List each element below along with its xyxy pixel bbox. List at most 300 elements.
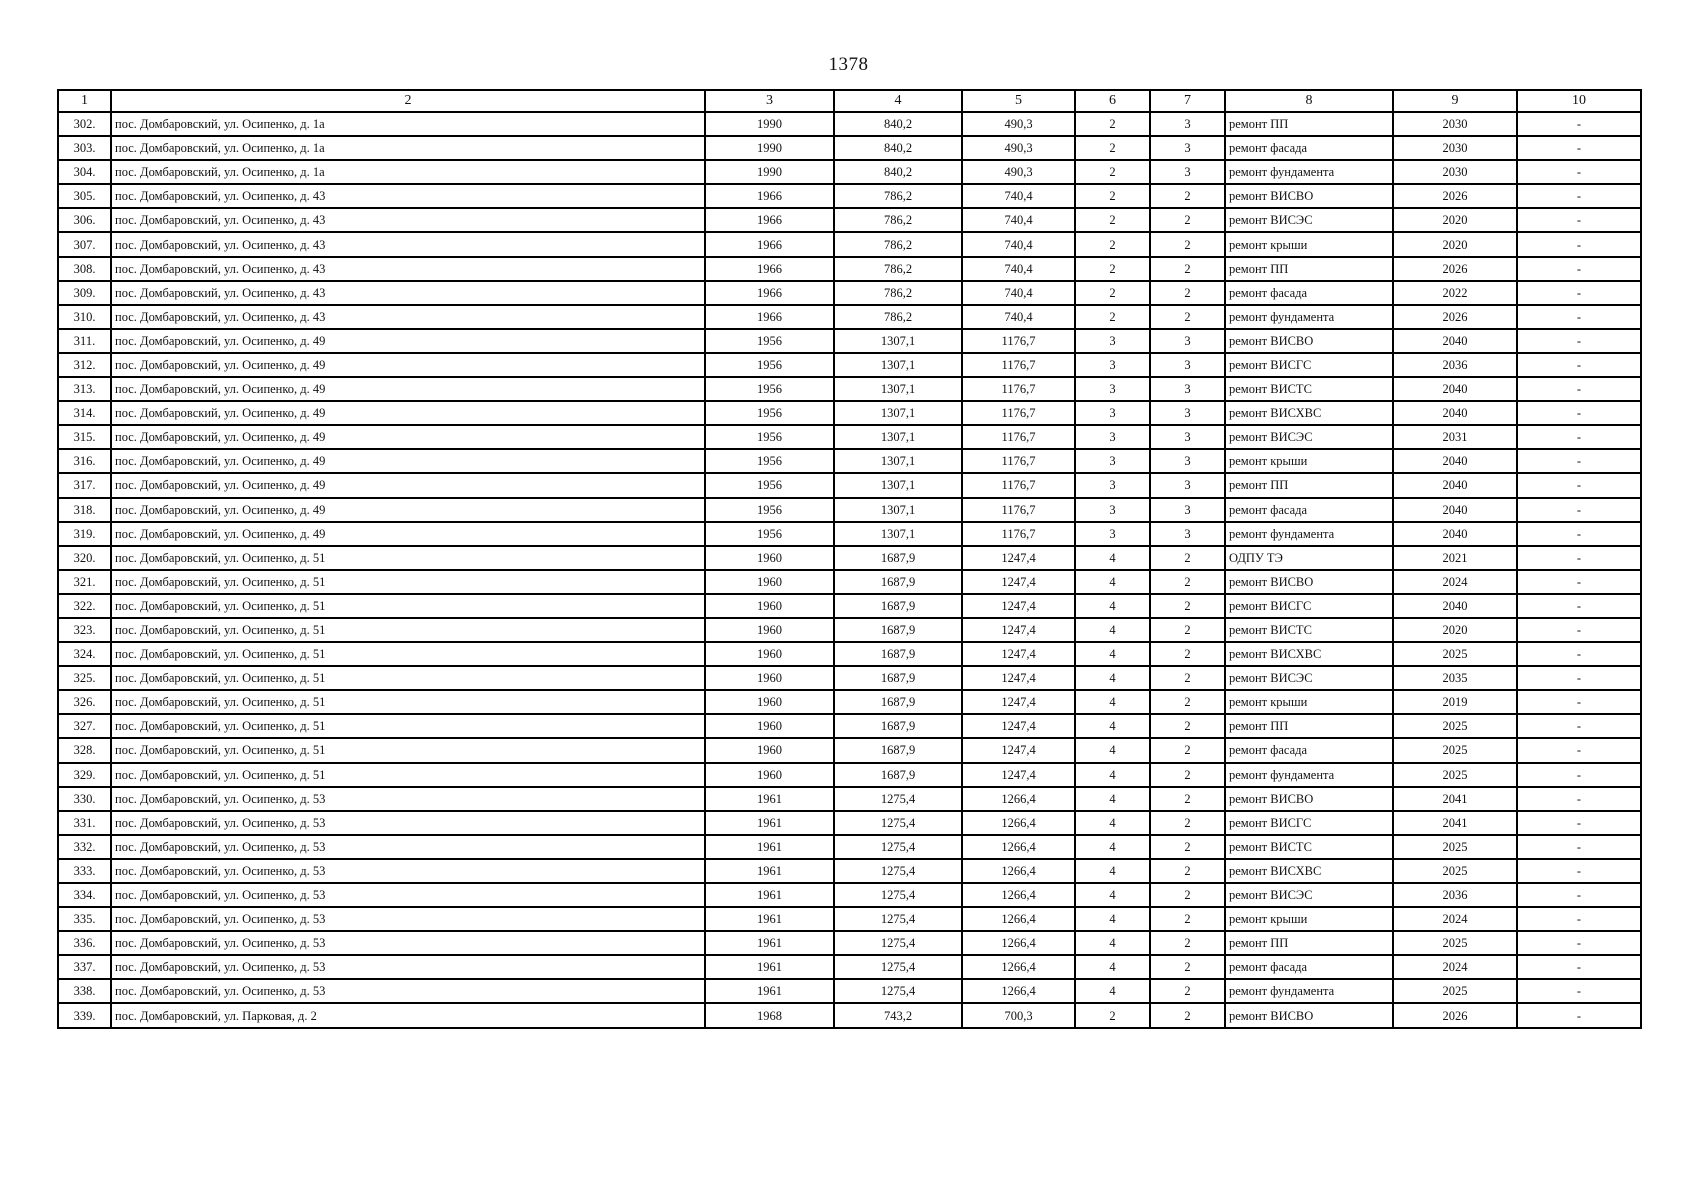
floor-count-cell: 2 [1075, 257, 1150, 281]
column-header: 1 [58, 90, 111, 112]
address-cell: пос. Домбаровский, ул. Осипенко, д. 49 [111, 353, 705, 377]
address-cell: пос. Домбаровский, ул. Осипенко, д. 49 [111, 449, 705, 473]
note-cell: - [1517, 160, 1641, 184]
floor-count-cell: 3 [1075, 329, 1150, 353]
address-cell: пос. Домбаровский, ул. Осипенко, д. 51 [111, 714, 705, 738]
work-type-cell: ремонт ПП [1225, 112, 1393, 136]
row-number-cell: 330. [58, 787, 111, 811]
planned-year-cell: 2025 [1393, 931, 1517, 955]
table-row [58, 594, 1641, 618]
living-area-cell: 490,3 [962, 136, 1075, 160]
repair-schedule-table [57, 89, 1642, 1029]
address-cell: пос. Домбаровский, ул. Осипенко, д. 53 [111, 907, 705, 931]
work-type-cell: ремонт крыши [1225, 907, 1393, 931]
planned-year-cell: 2040 [1393, 329, 1517, 353]
planned-year-cell: 2035 [1393, 666, 1517, 690]
note-cell: - [1517, 738, 1641, 762]
address-cell: пос. Домбаровский, ул. Осипенко, д. 1а [111, 112, 705, 136]
note-cell: - [1517, 449, 1641, 473]
entrance-count-cell: 3 [1150, 136, 1225, 160]
floor-count-cell: 2 [1075, 112, 1150, 136]
build-year-cell: 1966 [705, 208, 834, 232]
row-number-cell: 305. [58, 184, 111, 208]
entrance-count-cell: 2 [1150, 618, 1225, 642]
planned-year-cell: 2019 [1393, 690, 1517, 714]
row-number-cell: 303. [58, 136, 111, 160]
work-type-cell: ремонт ВИСВО [1225, 329, 1393, 353]
planned-year-cell: 2026 [1393, 1003, 1517, 1027]
table-row [58, 353, 1641, 377]
planned-year-cell: 2020 [1393, 618, 1517, 642]
address-cell: пос. Домбаровский, ул. Осипенко, д. 43 [111, 232, 705, 256]
total-area-cell: 1687,9 [834, 666, 962, 690]
entrance-count-cell: 2 [1150, 281, 1225, 305]
work-type-cell: ремонт ВИСХВС [1225, 859, 1393, 883]
floor-count-cell: 4 [1075, 787, 1150, 811]
build-year-cell: 1956 [705, 522, 834, 546]
living-area-cell: 700,3 [962, 1003, 1075, 1027]
planned-year-cell: 2031 [1393, 425, 1517, 449]
table-row [58, 112, 1641, 136]
living-area-cell: 1247,4 [962, 666, 1075, 690]
build-year-cell: 1956 [705, 329, 834, 353]
floor-count-cell: 2 [1075, 1003, 1150, 1027]
address-cell: пос. Домбаровский, ул. Осипенко, д. 53 [111, 931, 705, 955]
work-type-cell: ОДПУ ТЭ [1225, 546, 1393, 570]
table-row [58, 666, 1641, 690]
note-cell: - [1517, 811, 1641, 835]
living-area-cell: 1266,4 [962, 907, 1075, 931]
entrance-count-cell: 2 [1150, 931, 1225, 955]
note-cell: - [1517, 859, 1641, 883]
living-area-cell: 1176,7 [962, 449, 1075, 473]
entrance-count-cell: 3 [1150, 160, 1225, 184]
work-type-cell: ремонт ПП [1225, 257, 1393, 281]
build-year-cell: 1960 [705, 618, 834, 642]
living-area-cell: 1266,4 [962, 883, 1075, 907]
build-year-cell: 1966 [705, 184, 834, 208]
build-year-cell: 1956 [705, 401, 834, 425]
living-area-cell: 1247,4 [962, 763, 1075, 787]
note-cell: - [1517, 835, 1641, 859]
table-row [58, 473, 1641, 497]
build-year-cell: 1961 [705, 835, 834, 859]
build-year-cell: 1966 [705, 257, 834, 281]
entrance-count-cell: 3 [1150, 353, 1225, 377]
planned-year-cell: 2025 [1393, 738, 1517, 762]
entrance-count-cell: 2 [1150, 690, 1225, 714]
note-cell: - [1517, 594, 1641, 618]
total-area-cell: 786,2 [834, 208, 962, 232]
note-cell: - [1517, 907, 1641, 931]
planned-year-cell: 2026 [1393, 305, 1517, 329]
entrance-count-cell: 2 [1150, 666, 1225, 690]
note-cell: - [1517, 377, 1641, 401]
entrance-count-cell: 2 [1150, 955, 1225, 979]
work-type-cell: ремонт фасада [1225, 955, 1393, 979]
entrance-count-cell: 2 [1150, 979, 1225, 1003]
total-area-cell: 1307,1 [834, 449, 962, 473]
work-type-cell: ремонт ВИСВО [1225, 570, 1393, 594]
total-area-cell: 1687,9 [834, 546, 962, 570]
address-cell: пос. Домбаровский, ул. Осипенко, д. 49 [111, 329, 705, 353]
total-area-cell: 1687,9 [834, 714, 962, 738]
note-cell: - [1517, 1003, 1641, 1027]
build-year-cell: 1966 [705, 305, 834, 329]
planned-year-cell: 2022 [1393, 281, 1517, 305]
table-body [58, 112, 1641, 1028]
address-cell: пос. Домбаровский, ул. Парковая, д. 2 [111, 1003, 705, 1027]
planned-year-cell: 2025 [1393, 714, 1517, 738]
build-year-cell: 1960 [705, 714, 834, 738]
entrance-count-cell: 3 [1150, 498, 1225, 522]
build-year-cell: 1960 [705, 690, 834, 714]
address-cell: пос. Домбаровский, ул. Осипенко, д. 53 [111, 835, 705, 859]
table-row [58, 931, 1641, 955]
living-area-cell: 1247,4 [962, 690, 1075, 714]
build-year-cell: 1960 [705, 546, 834, 570]
total-area-cell: 786,2 [834, 281, 962, 305]
living-area-cell: 1176,7 [962, 377, 1075, 401]
entrance-count-cell: 3 [1150, 401, 1225, 425]
total-area-cell: 1687,9 [834, 594, 962, 618]
planned-year-cell: 2041 [1393, 811, 1517, 835]
build-year-cell: 1990 [705, 136, 834, 160]
address-cell: пос. Домбаровский, ул. Осипенко, д. 51 [111, 546, 705, 570]
total-area-cell: 786,2 [834, 184, 962, 208]
entrance-count-cell: 2 [1150, 642, 1225, 666]
planned-year-cell: 2024 [1393, 907, 1517, 931]
planned-year-cell: 2040 [1393, 594, 1517, 618]
floor-count-cell: 3 [1075, 473, 1150, 497]
floor-count-cell: 4 [1075, 546, 1150, 570]
address-cell: пос. Домбаровский, ул. Осипенко, д. 43 [111, 208, 705, 232]
address-cell: пос. Домбаровский, ул. Осипенко, д. 53 [111, 811, 705, 835]
work-type-cell: ремонт фасада [1225, 281, 1393, 305]
planned-year-cell: 2025 [1393, 979, 1517, 1003]
table-row [58, 136, 1641, 160]
address-cell: пос. Домбаровский, ул. Осипенко, д. 49 [111, 522, 705, 546]
column-header: 7 [1150, 90, 1225, 112]
planned-year-cell: 2040 [1393, 473, 1517, 497]
address-cell: пос. Домбаровский, ул. Осипенко, д. 51 [111, 642, 705, 666]
living-area-cell: 1266,4 [962, 811, 1075, 835]
row-number-cell: 336. [58, 931, 111, 955]
planned-year-cell: 2025 [1393, 859, 1517, 883]
living-area-cell: 1176,7 [962, 498, 1075, 522]
build-year-cell: 1960 [705, 642, 834, 666]
total-area-cell: 1275,4 [834, 955, 962, 979]
note-cell: - [1517, 666, 1641, 690]
total-area-cell: 1307,1 [834, 329, 962, 353]
work-type-cell: ремонт ВИСЭС [1225, 883, 1393, 907]
work-type-cell: ремонт ВИСТС [1225, 618, 1393, 642]
note-cell: - [1517, 184, 1641, 208]
table-row [58, 522, 1641, 546]
build-year-cell: 1990 [705, 160, 834, 184]
planned-year-cell: 2036 [1393, 353, 1517, 377]
entrance-count-cell: 2 [1150, 907, 1225, 931]
note-cell: - [1517, 473, 1641, 497]
row-number-cell: 315. [58, 425, 111, 449]
build-year-cell: 1956 [705, 425, 834, 449]
living-area-cell: 1247,4 [962, 594, 1075, 618]
table-row [58, 955, 1641, 979]
build-year-cell: 1990 [705, 112, 834, 136]
entrance-count-cell: 3 [1150, 377, 1225, 401]
planned-year-cell: 2040 [1393, 401, 1517, 425]
note-cell: - [1517, 112, 1641, 136]
table-row [58, 642, 1641, 666]
table-row [58, 618, 1641, 642]
address-cell: пос. Домбаровский, ул. Осипенко, д. 51 [111, 690, 705, 714]
table-row [58, 281, 1641, 305]
entrance-count-cell: 2 [1150, 570, 1225, 594]
address-cell: пос. Домбаровский, ул. Осипенко, д. 43 [111, 184, 705, 208]
floor-count-cell: 4 [1075, 907, 1150, 931]
table-row [58, 425, 1641, 449]
build-year-cell: 1961 [705, 883, 834, 907]
total-area-cell: 743,2 [834, 1003, 962, 1027]
total-area-cell: 1307,1 [834, 425, 962, 449]
row-number-cell: 320. [58, 546, 111, 570]
note-cell: - [1517, 208, 1641, 232]
planned-year-cell: 2024 [1393, 570, 1517, 594]
address-cell: пос. Домбаровский, ул. Осипенко, д. 53 [111, 955, 705, 979]
row-number-cell: 314. [58, 401, 111, 425]
planned-year-cell: 2030 [1393, 160, 1517, 184]
living-area-cell: 1247,4 [962, 618, 1075, 642]
entrance-count-cell: 2 [1150, 305, 1225, 329]
total-area-cell: 1275,4 [834, 835, 962, 859]
entrance-count-cell: 3 [1150, 449, 1225, 473]
floor-count-cell: 2 [1075, 208, 1150, 232]
build-year-cell: 1961 [705, 955, 834, 979]
address-cell: пос. Домбаровский, ул. Осипенко, д. 49 [111, 425, 705, 449]
build-year-cell: 1960 [705, 763, 834, 787]
address-cell: пос. Домбаровский, ул. Осипенко, д. 49 [111, 473, 705, 497]
table-row [58, 329, 1641, 353]
column-header: 4 [834, 90, 962, 112]
column-header: 10 [1517, 90, 1641, 112]
living-area-cell: 1176,7 [962, 329, 1075, 353]
floor-count-cell: 4 [1075, 642, 1150, 666]
entrance-count-cell: 2 [1150, 738, 1225, 762]
note-cell: - [1517, 136, 1641, 160]
note-cell: - [1517, 763, 1641, 787]
row-number-cell: 335. [58, 907, 111, 931]
floor-count-cell: 2 [1075, 184, 1150, 208]
row-number-cell: 329. [58, 763, 111, 787]
address-cell: пос. Домбаровский, ул. Осипенко, д. 51 [111, 570, 705, 594]
work-type-cell: ремонт фасада [1225, 136, 1393, 160]
table-row [58, 449, 1641, 473]
address-cell: пос. Домбаровский, ул. Осипенко, д. 51 [111, 738, 705, 762]
planned-year-cell: 2040 [1393, 377, 1517, 401]
floor-count-cell: 4 [1075, 690, 1150, 714]
build-year-cell: 1961 [705, 931, 834, 955]
note-cell: - [1517, 329, 1641, 353]
living-area-cell: 740,4 [962, 257, 1075, 281]
living-area-cell: 1247,4 [962, 570, 1075, 594]
living-area-cell: 1247,4 [962, 738, 1075, 762]
work-type-cell: ремонт ВИСВО [1225, 1003, 1393, 1027]
floor-count-cell: 4 [1075, 883, 1150, 907]
row-number-cell: 302. [58, 112, 111, 136]
build-year-cell: 1956 [705, 449, 834, 473]
entrance-count-cell: 2 [1150, 1003, 1225, 1027]
row-number-cell: 325. [58, 666, 111, 690]
build-year-cell: 1961 [705, 859, 834, 883]
total-area-cell: 786,2 [834, 305, 962, 329]
address-cell: пос. Домбаровский, ул. Осипенко, д. 51 [111, 594, 705, 618]
table-row [58, 690, 1641, 714]
living-area-cell: 1176,7 [962, 353, 1075, 377]
column-header: 6 [1075, 90, 1150, 112]
column-header: 5 [962, 90, 1075, 112]
table-row [58, 811, 1641, 835]
note-cell: - [1517, 305, 1641, 329]
table-row [58, 232, 1641, 256]
total-area-cell: 840,2 [834, 112, 962, 136]
column-header: 9 [1393, 90, 1517, 112]
address-cell: пос. Домбаровский, ул. Осипенко, д. 51 [111, 666, 705, 690]
entrance-count-cell: 3 [1150, 112, 1225, 136]
work-type-cell: ремонт ВИСЭС [1225, 425, 1393, 449]
floor-count-cell: 3 [1075, 449, 1150, 473]
table-row [58, 883, 1641, 907]
note-cell: - [1517, 690, 1641, 714]
note-cell: - [1517, 522, 1641, 546]
row-number-cell: 312. [58, 353, 111, 377]
floor-count-cell: 3 [1075, 425, 1150, 449]
total-area-cell: 1687,9 [834, 763, 962, 787]
build-year-cell: 1956 [705, 353, 834, 377]
total-area-cell: 1307,1 [834, 522, 962, 546]
work-type-cell: ремонт ВИСХВС [1225, 642, 1393, 666]
table-row [58, 1003, 1641, 1027]
build-year-cell: 1956 [705, 473, 834, 497]
note-cell: - [1517, 570, 1641, 594]
living-area-cell: 1247,4 [962, 546, 1075, 570]
row-number-cell: 304. [58, 160, 111, 184]
entrance-count-cell: 2 [1150, 811, 1225, 835]
total-area-cell: 1275,4 [834, 811, 962, 835]
floor-count-cell: 4 [1075, 570, 1150, 594]
table-row [58, 763, 1641, 787]
table-row [58, 907, 1641, 931]
work-type-cell: ремонт фундамента [1225, 305, 1393, 329]
table-row [58, 208, 1641, 232]
row-number-cell: 307. [58, 232, 111, 256]
planned-year-cell: 2030 [1393, 136, 1517, 160]
total-area-cell: 1307,1 [834, 377, 962, 401]
note-cell: - [1517, 714, 1641, 738]
build-year-cell: 1966 [705, 281, 834, 305]
work-type-cell: ремонт ВИСТС [1225, 835, 1393, 859]
total-area-cell: 840,2 [834, 160, 962, 184]
planned-year-cell: 2026 [1393, 184, 1517, 208]
table-row [58, 305, 1641, 329]
work-type-cell: ремонт крыши [1225, 232, 1393, 256]
total-area-cell: 1687,9 [834, 618, 962, 642]
row-number-cell: 328. [58, 738, 111, 762]
floor-count-cell: 4 [1075, 666, 1150, 690]
living-area-cell: 1176,7 [962, 401, 1075, 425]
build-year-cell: 1960 [705, 666, 834, 690]
entrance-count-cell: 2 [1150, 763, 1225, 787]
build-year-cell: 1960 [705, 738, 834, 762]
planned-year-cell: 2036 [1393, 883, 1517, 907]
total-area-cell: 1307,1 [834, 401, 962, 425]
total-area-cell: 786,2 [834, 232, 962, 256]
row-number-cell: 326. [58, 690, 111, 714]
planned-year-cell: 2040 [1393, 522, 1517, 546]
work-type-cell: ремонт фундамента [1225, 522, 1393, 546]
entrance-count-cell: 3 [1150, 425, 1225, 449]
work-type-cell: ремонт фундамента [1225, 979, 1393, 1003]
floor-count-cell: 2 [1075, 160, 1150, 184]
entrance-count-cell: 2 [1150, 594, 1225, 618]
entrance-count-cell: 3 [1150, 329, 1225, 353]
work-type-cell: ремонт ВИСГС [1225, 811, 1393, 835]
work-type-cell: ремонт ВИСГС [1225, 353, 1393, 377]
table-row [58, 859, 1641, 883]
planned-year-cell: 2026 [1393, 257, 1517, 281]
note-cell: - [1517, 955, 1641, 979]
living-area-cell: 740,4 [962, 305, 1075, 329]
floor-count-cell: 4 [1075, 979, 1150, 1003]
work-type-cell: ремонт ВИСЭС [1225, 666, 1393, 690]
living-area-cell: 1266,4 [962, 859, 1075, 883]
living-area-cell: 490,3 [962, 160, 1075, 184]
work-type-cell: ремонт ВИСТС [1225, 377, 1393, 401]
living-area-cell: 740,4 [962, 232, 1075, 256]
address-cell: пос. Домбаровский, ул. Осипенко, д. 53 [111, 787, 705, 811]
address-cell: пос. Домбаровский, ул. Осипенко, д. 43 [111, 281, 705, 305]
build-year-cell: 1961 [705, 979, 834, 1003]
floor-count-cell: 4 [1075, 859, 1150, 883]
entrance-count-cell: 3 [1150, 522, 1225, 546]
address-cell: пос. Домбаровский, ул. Осипенко, д. 1а [111, 136, 705, 160]
note-cell: - [1517, 232, 1641, 256]
total-area-cell: 1307,1 [834, 473, 962, 497]
address-cell: пос. Домбаровский, ул. Осипенко, д. 49 [111, 377, 705, 401]
total-area-cell: 1307,1 [834, 498, 962, 522]
table-row [58, 979, 1641, 1003]
address-cell: пос. Домбаровский, ул. Осипенко, д. 43 [111, 257, 705, 281]
planned-year-cell: 2041 [1393, 787, 1517, 811]
table-row [58, 401, 1641, 425]
total-area-cell: 1687,9 [834, 738, 962, 762]
row-number-cell: 319. [58, 522, 111, 546]
planned-year-cell: 2020 [1393, 208, 1517, 232]
work-type-cell: ремонт ВИСВО [1225, 184, 1393, 208]
living-area-cell: 1266,4 [962, 955, 1075, 979]
floor-count-cell: 4 [1075, 714, 1150, 738]
build-year-cell: 1961 [705, 907, 834, 931]
floor-count-cell: 4 [1075, 931, 1150, 955]
address-cell: пос. Домбаровский, ул. Осипенко, д. 49 [111, 401, 705, 425]
planned-year-cell: 2040 [1393, 449, 1517, 473]
living-area-cell: 740,4 [962, 208, 1075, 232]
column-header: 8 [1225, 90, 1393, 112]
floor-count-cell: 4 [1075, 835, 1150, 859]
work-type-cell: ремонт фундамента [1225, 160, 1393, 184]
work-type-cell: ремонт ПП [1225, 931, 1393, 955]
living-area-cell: 1266,4 [962, 979, 1075, 1003]
row-number-cell: 323. [58, 618, 111, 642]
